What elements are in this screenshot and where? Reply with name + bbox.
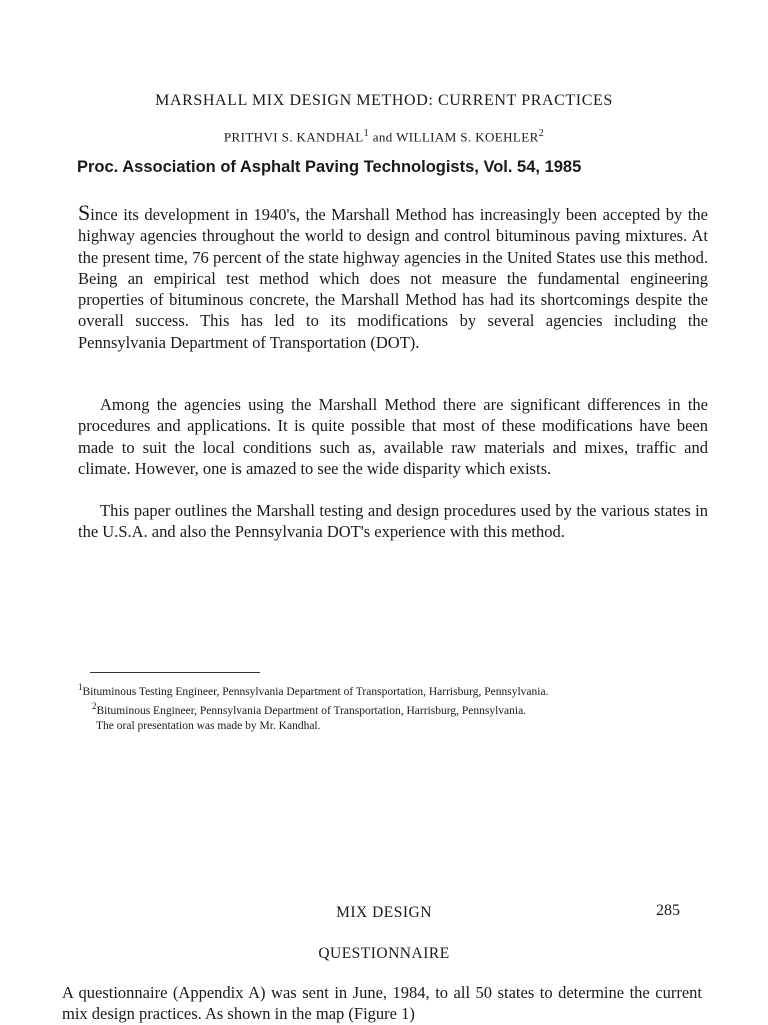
author-line <box>0 128 768 145</box>
author-2-name: WILLIAM S. KOEHLER <box>396 129 539 145</box>
page-number: 285 <box>656 902 680 919</box>
footnote-2-mark: 2 <box>92 701 97 712</box>
drop-cap: S <box>78 200 91 225</box>
paragraph-4-text: A questionnaire (Appendix A) was sent in June, 1984, to all 50 states to determine the current mix design practices. As shown in the map (Figure 1) <box>62 983 702 1024</box>
paper-title: MARSHALL MIX DESIGN METHOD: CURRENT PRACTICES <box>155 92 613 109</box>
footnote-3: The oral presentation was made by Mr. Kandhal. <box>96 719 321 732</box>
footnotes <box>78 680 708 733</box>
footnote-1-text: Bituminous Testing Engineer, Pennsylvania Department of Transportation, Harrisburg, Pennsylvania. <box>82 685 549 698</box>
author-conjunction: and <box>372 129 393 145</box>
paragraph-3-text: This paper outlines the Marshall testing and design procedures used by the various states in the U.S.A. and also the Pennsylvania DOT's experience with this method. <box>78 501 708 542</box>
author-1-footnote-mark: 1 <box>363 128 370 139</box>
footnote-1 <box>78 680 708 699</box>
paragraph-3 <box>78 500 708 543</box>
footnote-2-text: Bituminous Engineer, Pennsylvania Department of Transportation, Harrisburg, Pennsylvania. <box>96 705 527 718</box>
paragraph-2 <box>78 394 708 479</box>
author-2-footnote-mark: 2 <box>538 128 545 139</box>
paragraph-2-text: Among the agencies using the Marshall Method there are significant differences in the procedures and applications. It is quite possible that most of these modifications have been made to suit the local conditions such as, available raw materials and mixes, traffic and climate. However, one is amazed to see the wide disparity which exists. <box>78 395 708 478</box>
running-head: MIX DESIGN <box>336 904 432 921</box>
footnote-divider <box>90 672 260 673</box>
section-heading: QUESTIONNAIRE <box>318 945 450 962</box>
author-1-name: PRITHVI S. KANDHAL <box>223 129 364 145</box>
footnote-1-mark: 1 <box>78 682 83 692</box>
paragraph-1 <box>78 202 708 353</box>
footnote-2 <box>78 699 708 718</box>
citation-line: Proc. Association of Asphalt Paving Technologists, Vol. 54, 1985 <box>77 158 582 176</box>
paragraph-1-text: ince its development in 1940's, the Marshall Method has increasingly been accepted by the highway agencies throughout the world to design and control bituminous paving mixtures. At the present time, 76 percent of the state highway agencies in the United States use this method. Being an empirical test method which does not measure the fundamental engineering properties of bituminous concrete, the Marshall Method has had its shortcomings despite the overall success. This has led to its modifications by several agencies including the Pennsylvania Department of Transportation (DOT). <box>78 205 708 352</box>
paragraph-4 <box>62 982 702 1025</box>
